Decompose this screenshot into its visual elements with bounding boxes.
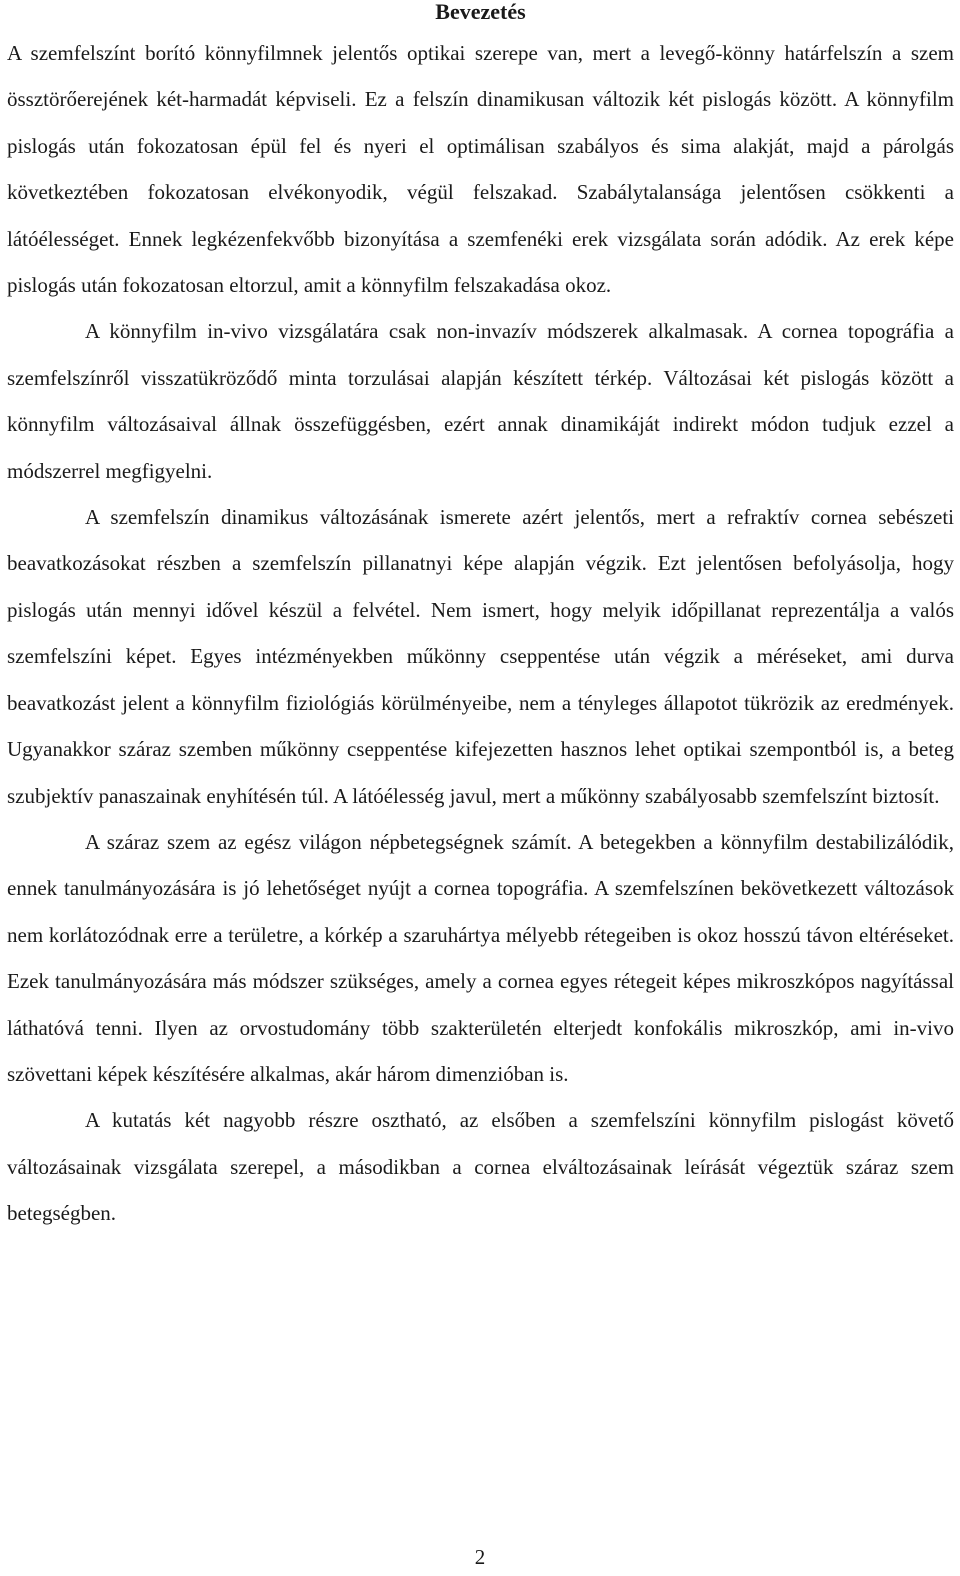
document-page [7,0,954,1237]
page-number: 2 [474,1545,486,1569]
paragraph-2: A könnyfilm in-vivo vizsgálatára csak non-invazív módszerek alkalmasak. A cornea topográfia a szemfelszínről visszatükröződő minta torzulásai alapján készített térkép. Változásai két pislogás között a könnyfilm változásaival állnak összefüggésben, ezért annak dinamikáját indirekt módon tudjuk ezzel a módszerrel megfigyelni. [7,319,954,483]
section-heading: Bevezetés [435,0,526,24]
paragraph-4: A száraz szem az egész világon népbetegségnek számít. A betegekben a könnyfilm destabilizálódik, ennek tanulmányozására is jó lehetőséget nyújt a cornea topográfia. A szemfelszínen bekövetkezett változások nem korlátozódnak erre a területre, a kórkép a szaruhártya mélyebb rétegeiben is okoz hosszú távon eltéréseket. Ezek tanulmányozására más módszer szükséges, amely a cornea egyes rétegeit képes mikroszkópos nagyítással láthatóvá tenni. Ilyen az orvostudomány több szakterületén elterjedt konfokális mikroszkóp, ami in-vivo szövettani képek készítésére alkalmas, akár három dimenzióban is. [7,829,954,1086]
paragraph-1: A szemfelszínt borító könnyfilmnek jelentős optikai szerepe van, mert a levegő-könny határfelszín a szem össztörőerejének két-harmadát képviseli. Ez a felszín dinamikusan változik két pislogás között. A könnyfilm pislogás után fokozatosan épül fel és nyeri el optimálisan szabályos és sima alakját, majd a párolgás következtében fokozatosan elvékonyodik, végül felszakad. Szabálytalansága jelentősen csökkenti a látóélességet. Ennek legkézenfekvőbb bizonyítása a szemfenéki erek vizsgálata során adódik. Az erek képe pislogás után fokozatosan eltorzul, amit a könnyfilm felszakadása okoz. [7,41,954,298]
paragraph-5: A kutatás két nagyobb részre osztható, az elsőben a szemfelszíni könnyfilm pislogást követő változásainak vizsgálata szerepel, a másodikban a cornea elváltozásainak leírását végeztük száraz szem betegségben. [7,1108,954,1226]
paragraph-3: A szemfelszín dinamikus változásának ismerete azért jelentős, mert a refraktív cornea sebészeti beavatkozásokat részben a szemfelszín pillanatnyi képe alapján végzik. Ezt jelentősen befolyásolja, hogy pislogás után mennyi idővel készül a felvétel. Nem ismert, hogy melyik időpillanat reprezentálja a valós szemfelszíni képet. Egyes intézményekben műkönny cseppentése után végzik a méréseket, ami durva beavatkozást jelent a könnyfilm fiziológiás körülményeibe, nem a tényleges állapotot tükrözik az eredmények. Ugyanakkor száraz szemben műkönny cseppentése kifejezetten hasznos lehet optikai szempontból is, a beteg szubjektív panaszainak enyhítésén túl. A látóélesség javul, mert a műkönny szabályosabb szemfelszínt biztosít. [7,505,954,808]
